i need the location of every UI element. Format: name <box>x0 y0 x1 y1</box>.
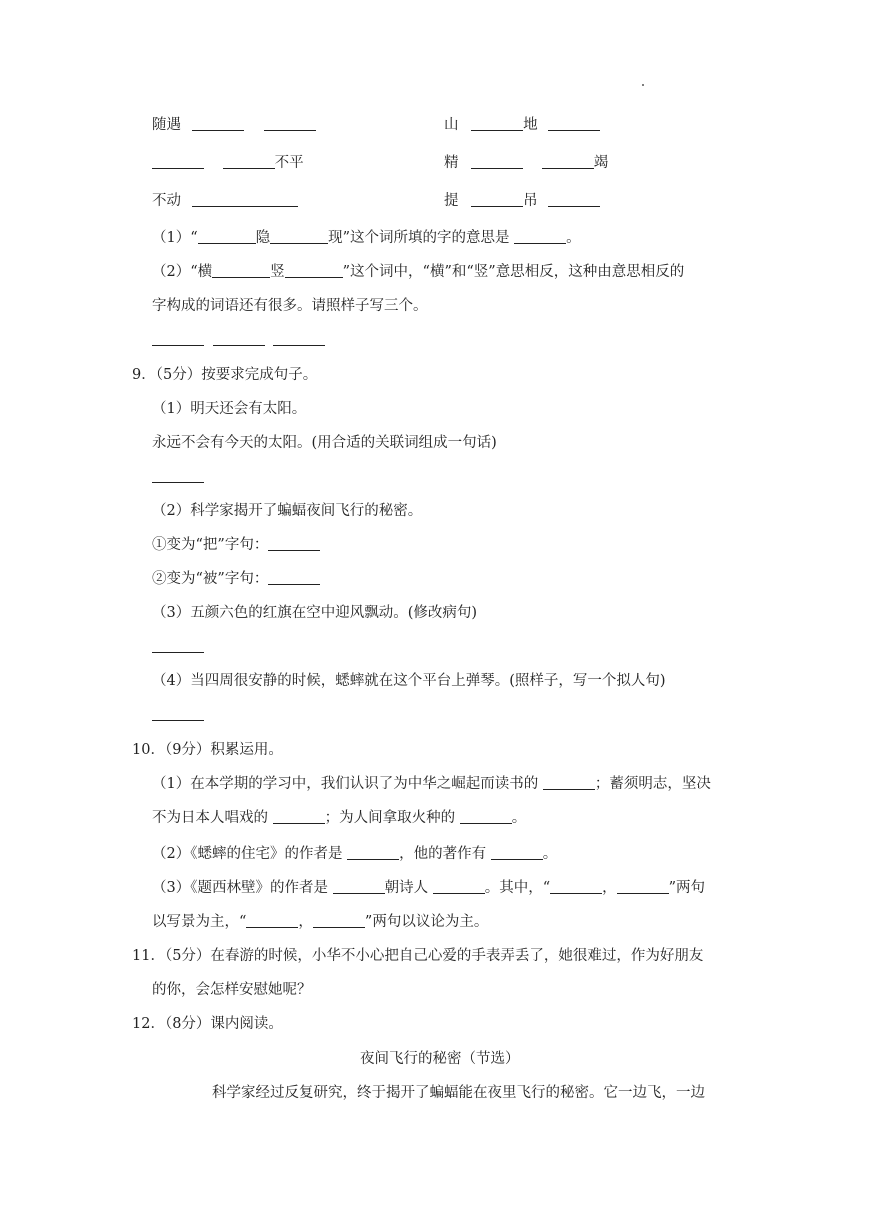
answer-blank[interactable] <box>285 263 343 278</box>
word-row-3-left: 不动 <box>152 192 298 210</box>
answer-blank[interactable] <box>198 229 256 244</box>
q8-part-1: （1）“ 隐 现”这个词所填的字的意思是 。 <box>152 230 581 246</box>
q9-s1b: 永远不会有今天的太阳。(用合适的关联词组成一句话) <box>152 435 497 451</box>
answer-blank[interactable] <box>213 331 265 346</box>
answer-blank[interactable] <box>152 331 204 346</box>
answer-blank[interactable] <box>192 116 244 131</box>
q9-s4-answer <box>152 706 204 724</box>
q9-s1-answer <box>152 468 204 486</box>
answer-blank[interactable] <box>333 879 385 894</box>
answer-blank[interactable] <box>548 192 600 207</box>
q9-s3-answer <box>152 638 204 656</box>
answer-blank[interactable] <box>460 809 512 824</box>
answer-blank[interactable] <box>471 192 523 207</box>
answer-blank[interactable] <box>548 116 600 131</box>
word-row-3-right: 提 吊 <box>444 192 600 210</box>
word-row-2-left: 不平 <box>152 154 304 172</box>
answer-blank[interactable] <box>347 845 399 860</box>
q10-line-4: （3）《题西林壁》的作者是 朝诗人 。其中，“ ， ”两句 <box>152 880 706 896</box>
answer-blank[interactable] <box>192 192 298 207</box>
answer-blank[interactable] <box>471 116 523 131</box>
q9-s3: （3）五颜六色的红旗在空中迎风飘动。(修改病句) <box>152 605 478 621</box>
q10-line-1: （1）在本学期的学习中，我们认识了为中华之崛起而读书的 ；蓄须明志，坚决 <box>152 776 711 792</box>
answer-blank[interactable] <box>152 154 204 169</box>
answer-blank[interactable] <box>268 570 320 585</box>
answer-blank[interactable] <box>273 809 325 824</box>
answer-blank[interactable] <box>514 229 566 244</box>
answer-blank[interactable] <box>550 879 602 894</box>
q10-line-5: 以写景为主，“ ， ”两句以议论为主。 <box>152 914 489 930</box>
answer-blank[interactable] <box>264 116 316 131</box>
page-mark <box>642 84 644 86</box>
answer-blank[interactable] <box>491 845 543 860</box>
q9-s1: （1）明天还会有太阳。 <box>152 401 307 417</box>
word-row-2-right: 精 竭 <box>444 155 609 171</box>
passage-line-1: 科学家经过反复研究，终于揭开了蝙蝠能在夜里飞行的秘密。它一边飞，一边 <box>212 1085 705 1101</box>
answer-blank[interactable] <box>152 468 204 483</box>
q10-title: 10．（9分）积累运用。 <box>132 742 283 758</box>
q9-s4: （4）当四周很安静的时候，蟋蟀就在这个平台上弹琴。(照样子，写一个拟人句) <box>152 673 666 689</box>
answer-blank[interactable] <box>273 331 325 346</box>
answer-blank[interactable] <box>223 154 275 169</box>
answer-blank[interactable] <box>543 775 595 790</box>
q11-line-2: 的你，会怎样安慰她呢？ <box>152 982 312 998</box>
q9-s2a: ①变为“把”字句： <box>152 536 320 554</box>
q12-title: 12．（8分）课内阅读。 <box>132 1016 283 1032</box>
answer-blank[interactable] <box>542 154 594 169</box>
q11-line-1: 11．（5分）在春游的时候，小华不小心把自己心爱的手表弄丢了，她很难过，作为好朋友 <box>132 948 704 964</box>
word-row-1-right: 山 地 <box>444 116 600 134</box>
q9-s2b: ②变为“被”字句： <box>152 570 320 588</box>
answer-blank[interactable] <box>433 879 485 894</box>
answer-blank[interactable] <box>246 913 298 928</box>
q9-s2: （2）科学家揭开了蝙蝠夜间飞行的秘密。 <box>152 503 423 519</box>
answer-blank[interactable] <box>313 913 365 928</box>
answer-blank[interactable] <box>471 154 523 169</box>
q8-part-2-cont: 字构成的词语还有很多。请照样子写三个。 <box>152 298 428 314</box>
word-row-1-left: 随遇 <box>152 116 316 134</box>
passage-title: 夜间飞行的秘密（节选） <box>360 1051 520 1067</box>
q10-line-2: 不为日本人唱戏的 ；为人间拿取火种的 。 <box>152 810 527 826</box>
answer-blank[interactable] <box>268 536 320 551</box>
answer-blank[interactable] <box>152 706 204 721</box>
answer-blank[interactable] <box>270 229 328 244</box>
answer-blank[interactable] <box>152 638 204 653</box>
q8-answer-blanks <box>152 331 325 349</box>
answer-blank[interactable] <box>617 879 669 894</box>
q10-line-3: （2）《蟋蟀的住宅》的作者是 ，他的著作有 。 <box>152 846 558 862</box>
answer-blank[interactable] <box>212 263 270 278</box>
q8-part-2: （2）“横 竖 ”这个词中，“横”和“竖”意思相反，这种由意思相反的 <box>152 264 685 280</box>
q9-title: 9．（5分）按要求完成句子。 <box>132 367 318 383</box>
